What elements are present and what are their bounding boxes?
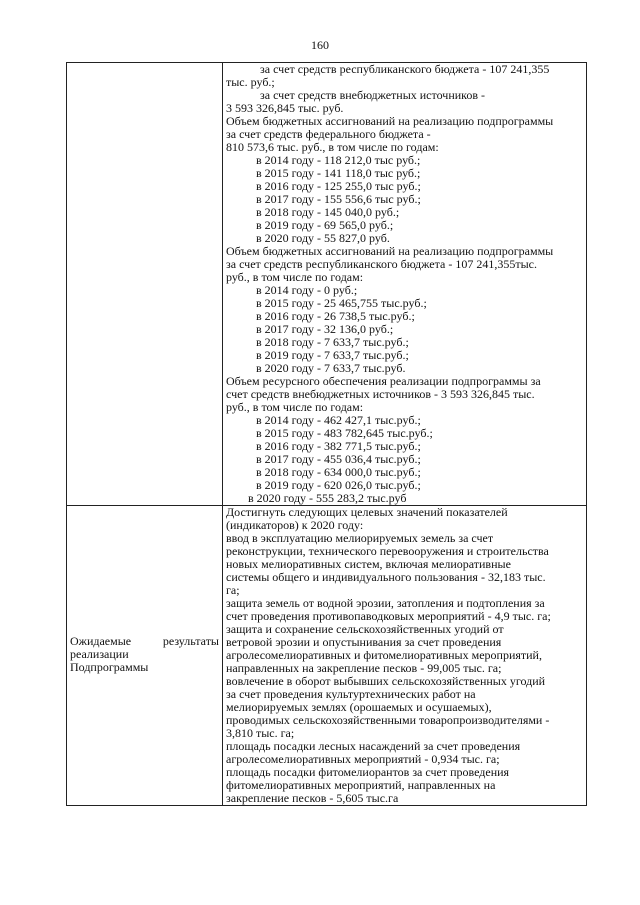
- expected-results-text-line: проводимых сельскохозяйственными товаропроизводителями -: [226, 714, 550, 727]
- funding-text-line: счет средств внебюджетных источников - 3 593 326,845 тыс.: [226, 388, 535, 401]
- subprogram-table: [66, 62, 587, 806]
- funding-text-line: в 2016 году - 382 771,5 тыс.руб.;: [256, 440, 421, 453]
- expected-results-text-line: фитомелиоративных мероприятий, направленных на: [226, 779, 496, 792]
- funding-text-line: в 2018 году - 7 633,7 тыс.руб.;: [256, 336, 409, 349]
- page-number: 160: [311, 38, 329, 52]
- expected-results-text-line: за счет проведения культуртехнических работ на: [226, 688, 476, 701]
- expected-results-text-line: системы общего и индивидуального пользования - 32,183 тыс.: [226, 571, 546, 584]
- expected-results-text-line: площадь посадки лесных насаждений за счет проведения: [226, 740, 521, 753]
- funding-text-line: в 2014 году - 118 212,0 тыс руб.;: [256, 154, 421, 167]
- expected-results-text-line: новых мелиоративных систем, включая мелиоративные: [226, 558, 511, 571]
- funding-text-line: за счет средств республиканского бюджета - 107 241,355тыс.: [226, 258, 537, 271]
- funding-text-line: 810 573,6 тыс. руб., в том числе по годам:: [226, 141, 439, 154]
- expected-results-text-line: реконструкции, технического перевооружения и строительства: [226, 545, 549, 558]
- funding-text-line: Объем бюджетных ассигнований на реализацию подпрограммы: [226, 115, 554, 128]
- expected-results-label-line3: Подпрограммы: [70, 660, 149, 674]
- funding-text-line: Объем бюджетных ассигнований на реализацию подпрограммы: [226, 245, 554, 258]
- expected-results-text-line: мелиорируемых землях (орошаемых и осушаемых),: [226, 701, 492, 714]
- expected-results-content-cell: [223, 506, 587, 806]
- funding-text-line: 3 593 326,845 тыс. руб.: [226, 102, 344, 115]
- expected-results-text-line: 3,810 тыс. га;: [226, 727, 295, 740]
- funding-text-line: в 2020 году - 55 827,0 руб.: [256, 232, 390, 245]
- funding-text-line: в 2020 году - 555 283,2 тыс.руб: [248, 492, 407, 505]
- funding-text-line: руб., в том числе по годам:: [226, 401, 364, 414]
- expected-results-text-line: ввод в эксплуатацию мелиорируемых земель за счет: [226, 532, 494, 545]
- expected-results-text-line: агролесомелиоративных и фитомелиоративных мероприятий,: [226, 649, 542, 662]
- funding-text-line: в 2016 году - 26 738,5 тыс.руб.;: [256, 310, 415, 323]
- expected-results-text-line: ветровой эрозии и опустынивания за счет проведения: [226, 636, 502, 649]
- funding-text-line: в 2015 году - 25 465,755 тыс.руб.;: [256, 297, 427, 310]
- funding-text-line: в 2019 году - 69 565,0 руб.;: [256, 219, 394, 232]
- funding-text-line: в 2014 году - 462 427,1 тыс.руб.;: [256, 414, 421, 427]
- expected-results-text-line: Достигнуть следующих целевых значений показателей: [226, 506, 508, 519]
- funding-content-cell: [223, 63, 587, 506]
- table-row-expected-results: [67, 506, 587, 806]
- funding-text-line: в 2020 году - 7 633,7 тыс.руб.: [256, 362, 406, 375]
- table-row-funding: [67, 63, 587, 506]
- funding-text-line: в 2019 году - 7 633,7 тыс.руб.;: [256, 349, 409, 362]
- funding-text-line: за счет средств внебюджетных источников -: [260, 89, 486, 102]
- expected-results-text-line: закрепление песков - 5,605 тыс.га: [226, 792, 399, 805]
- funding-text-line: в 2015 году - 483 782,645 тыс.руб.;: [256, 427, 433, 440]
- funding-label-cell: [67, 63, 223, 506]
- expected-results-text-line: вовлечение в оборот выбывших сельскохозяйственных угодий: [226, 675, 546, 688]
- funding-text-line: тыс. руб.;: [226, 76, 275, 89]
- label-word: Ожидаемые: [70, 634, 132, 648]
- funding-text-line: в 2018 году - 634 000,0 тыс.руб.;: [256, 466, 421, 479]
- expected-results-label-cell: [67, 506, 223, 806]
- funding-text-line: в 2016 году - 125 255,0 тыс руб.;: [256, 180, 421, 193]
- funding-text-line: в 2018 году - 145 040,0 руб.;: [256, 206, 400, 219]
- funding-text-line: в 2014 году - 0 руб.;: [256, 284, 358, 297]
- funding-text-line: в 2017 году - 155 556,6 тыс руб.;: [256, 193, 421, 206]
- expected-results-text-line: га;: [226, 584, 240, 597]
- expected-results-text-line: защита и сохранение сельскохозяйственных угодий от: [226, 623, 504, 636]
- funding-text-line: руб., в том числе по годам:: [226, 271, 364, 284]
- expected-results-label-line2: реализации: [70, 647, 129, 661]
- funding-text-line: за счет средств республиканского бюджета - 107 241,355: [260, 63, 550, 76]
- funding-text-line: за счет средств федерального бюджета -: [226, 128, 431, 141]
- label-word: результаты: [162, 634, 219, 648]
- funding-text-line: в 2017 году - 32 136,0 руб.;: [256, 323, 394, 336]
- funding-text-line: Объем ресурсного обеспечения реализации подпрограммы за: [226, 375, 541, 388]
- funding-text-line: в 2019 году - 620 026,0 тыс.руб.;: [256, 479, 421, 492]
- expected-results-text-line: защита земель от водной эрозии, затопления и подтопления за: [226, 597, 545, 610]
- expected-results-text-line: счет проведения противопаводковых мероприятий - 4,9 тыс. га;: [226, 610, 551, 623]
- expected-results-text-line: площадь посадки фитомелиорантов за счет проведения: [226, 766, 510, 779]
- expected-results-text-line: направленных на закрепление песков - 99,005 тыс. га;: [226, 662, 502, 675]
- funding-text-line: в 2017 году - 455 036,4 тыс.руб.;: [256, 453, 421, 466]
- expected-results-text-line: агролесомелиоративных мероприятий - 0,934 тыс. га;: [226, 753, 500, 766]
- funding-text-line: в 2015 году - 141 118,0 тыс руб.;: [256, 167, 421, 180]
- expected-results-text-line: (индикаторов) к 2020 году:: [226, 519, 364, 532]
